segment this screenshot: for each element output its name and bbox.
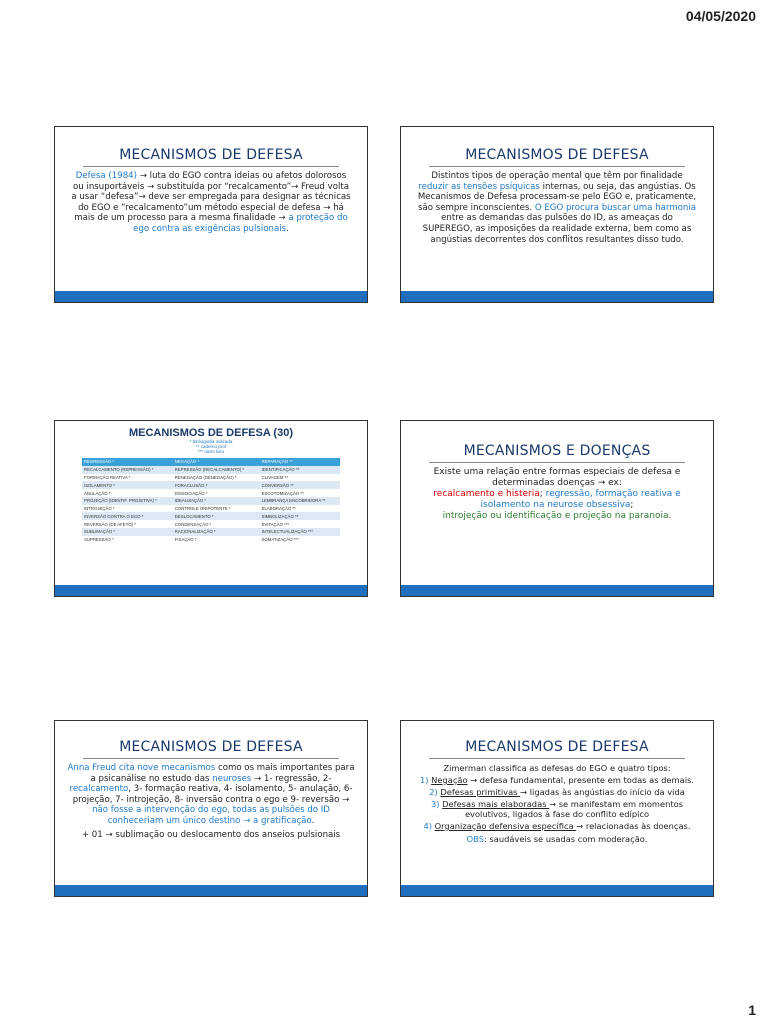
table-cell: FORACLUSÃO * bbox=[173, 481, 260, 489]
table-cell: INVERSÃO CONTRA O EGO * bbox=[82, 512, 173, 520]
text-run: . bbox=[311, 815, 315, 826]
table-cell: RACIONALIZAÇÃO * bbox=[173, 528, 260, 536]
slide-body bbox=[401, 763, 713, 844]
obs-line bbox=[413, 834, 701, 844]
table-cell: IDEALIZAÇÃO * bbox=[173, 497, 260, 505]
list-item bbox=[413, 799, 701, 819]
text-run: ; bbox=[630, 500, 634, 510]
slide-title: MECANISMOS DE DEFESA bbox=[119, 739, 303, 755]
column-header: REPARAÇÃO ** bbox=[260, 458, 340, 466]
footnote: * bibliografia indicada bbox=[189, 439, 233, 444]
slide-title: MECANISMOS E DOENÇAS bbox=[463, 443, 651, 459]
table-row bbox=[82, 489, 340, 497]
column-header: REGRESSÃO * bbox=[82, 458, 173, 466]
list-number: 4) bbox=[423, 821, 435, 831]
footnote: *** outro livro bbox=[197, 449, 225, 454]
slide-footer-bar bbox=[401, 885, 713, 896]
title-divider bbox=[83, 758, 339, 759]
text-run: Existe uma relação entre formas especiais de defesa e determinadas doenças → ex: bbox=[433, 467, 681, 488]
table-cell: CONTROLE ONIPOTENTE * bbox=[173, 505, 260, 513]
table-cell: RECALCAMENTO (REPRESSÃO) * bbox=[82, 466, 173, 474]
table-cell: LEMBRANÇA ENCOBRIDORA ** bbox=[260, 497, 340, 505]
list-item bbox=[413, 821, 701, 831]
slide-title: MECANISMOS DE DEFESA bbox=[119, 147, 303, 163]
text-run: → se manifestam em momentos evolutivos, ligados à fase do conflito edípico bbox=[464, 799, 683, 819]
slide-4 bbox=[400, 420, 714, 597]
text-run: neuroses bbox=[212, 773, 252, 784]
slide-footer-bar bbox=[55, 291, 367, 302]
table-cell: DESLOCAMENTO * bbox=[173, 512, 260, 520]
table-row bbox=[82, 481, 340, 489]
text-run: , 3- formação reativa, 4- isolamento, 5- anulação, 6- projeção, 7- introjeção, 8- inversão contra o ego e 9- reversão → bbox=[72, 784, 353, 805]
footnote-legend bbox=[55, 439, 367, 454]
text-run: entre as demandas das pulsões do ID, as ameaças do SUPEREGO, as imposições da realidade externa, bem como as angústias decorrentes dos conflitos resultantes disso tudo. bbox=[422, 213, 692, 245]
slide-body bbox=[401, 171, 713, 245]
table-cell: PROJEÇÃO (IDENTIF. PROJETIVA) * bbox=[82, 497, 173, 505]
text-run: . bbox=[668, 511, 672, 521]
footnote: ** caderno prof bbox=[195, 444, 227, 449]
slide-title: MECANISMOS DE DEFESA (30) bbox=[128, 427, 293, 439]
slide-6 bbox=[400, 720, 714, 897]
text-run: OBS bbox=[466, 834, 484, 844]
table-cell: ANULAÇÃO * bbox=[82, 489, 173, 497]
slide-body bbox=[55, 171, 367, 235]
text-run: . bbox=[286, 223, 289, 234]
text-run: : saudáveis se usadas com moderação. bbox=[483, 834, 648, 844]
table-row bbox=[82, 512, 340, 520]
table-cell: FIXAÇÃO * bbox=[173, 536, 260, 544]
text-run: reduzir as tensões psíquicas bbox=[418, 181, 540, 192]
table-cell: INTELECTUALIZAÇÃO *** bbox=[260, 528, 340, 536]
slide-footer-bar bbox=[401, 291, 713, 302]
slide-2 bbox=[400, 126, 714, 303]
text-run: Negação bbox=[431, 775, 468, 785]
column-header: NEGAÇÃO * bbox=[173, 458, 260, 466]
slide-title: MECANISMOS DE DEFESA bbox=[465, 147, 649, 163]
table-cell: SOMATIZAÇÃO *** bbox=[260, 536, 340, 544]
title-divider bbox=[429, 758, 685, 759]
text-run: como os mais importantes para a psicanálise no estudo das bbox=[90, 763, 355, 784]
table-cell: REPRESSÃO (RECALCAMENTO) * bbox=[173, 466, 260, 474]
table-cell: SUBLIMAÇÃO * bbox=[82, 528, 173, 536]
title-divider bbox=[429, 462, 685, 463]
slide-body bbox=[401, 467, 713, 522]
table-row bbox=[82, 536, 340, 544]
text-run: Defesas primitivas bbox=[440, 787, 521, 797]
slide-footer-bar bbox=[55, 585, 367, 596]
date-header: 04/05/2020 bbox=[685, 8, 756, 24]
text-run: internas, ou seja, das angústias. Os Mecanismos de Defesa processam-se pelo EGO e, praticamente, são sempre inconscientes. bbox=[417, 181, 697, 213]
table-cell: FORMAÇÃO REATIVA * bbox=[82, 474, 173, 482]
table-cell: IDENTIFICAÇÃO ** bbox=[260, 466, 340, 474]
slide-3 bbox=[54, 420, 368, 597]
table-row bbox=[82, 505, 340, 513]
list-number: 3) bbox=[431, 799, 443, 809]
text-run: Distintos tipos de operação mental que têm por finalidade bbox=[431, 171, 683, 181]
table-cell: CLIVAGEM ** bbox=[260, 474, 340, 482]
text-run: Anna Freud cita nove mecanismos bbox=[67, 763, 216, 773]
text-run: ; bbox=[539, 489, 546, 499]
table-row bbox=[82, 474, 340, 482]
text-run: a proteção do ego contra as exigências pulsionais bbox=[133, 213, 348, 234]
list-item bbox=[413, 787, 701, 797]
mechanisms-table bbox=[82, 458, 340, 544]
table-row bbox=[82, 497, 340, 505]
slide-5 bbox=[54, 720, 368, 897]
slide-title: MECANISMOS DE DEFESA bbox=[465, 739, 649, 755]
text-run: recalcamento bbox=[69, 784, 129, 795]
table-row bbox=[82, 466, 340, 474]
table-cell: CONDENSAÇÃO * bbox=[173, 520, 260, 528]
text-run: O EGO procura buscar uma harmonia bbox=[534, 202, 696, 213]
text-run: → defesa fundamental, presente em todas as demais. bbox=[467, 775, 694, 785]
table-cell: REVERSÃO (DE AFETO) * bbox=[82, 520, 173, 528]
slide-body bbox=[55, 763, 367, 840]
list-number: 1) bbox=[420, 775, 432, 785]
table-row bbox=[82, 528, 340, 536]
text-run: introjeção ou identificação e projeção na paranoia bbox=[442, 511, 669, 521]
intro-line: Zimerman classifica as defesas do EGO e quatro tipos: bbox=[443, 763, 671, 773]
text-run: → relacionadas às doenças. bbox=[576, 821, 691, 831]
text-line: + 01 → sublimação ou deslocamento dos anseios pulsionais bbox=[81, 829, 341, 840]
table-cell: INTROJEÇÃO * bbox=[82, 505, 173, 513]
slide-1 bbox=[54, 126, 368, 303]
text-run: não fosse a intervenção do ego, todas as pulsões do ID conheceriam um único destino → a gratificação bbox=[92, 805, 330, 826]
text-run: Defesa (1984) bbox=[75, 171, 138, 181]
table-cell: SIMBOLIZAÇÃO ** bbox=[260, 512, 340, 520]
text-run: recalcamento e histeria bbox=[433, 489, 540, 499]
text-run: Organização defensiva específica bbox=[434, 821, 577, 831]
text-run: Defesas mais elaboradas bbox=[442, 799, 550, 809]
slide-footer-bar bbox=[55, 885, 367, 896]
table-cell: DISSOCIAÇÃO * bbox=[173, 489, 260, 497]
table-cell: EVITAÇÃO *** bbox=[260, 520, 340, 528]
title-divider bbox=[83, 166, 339, 167]
table-cell: ELABORAÇÃO ** bbox=[260, 505, 340, 513]
list-item bbox=[413, 775, 701, 785]
table-cell: CONVERSÃO ** bbox=[260, 481, 340, 489]
text-run: → luta do EGO contra ideias ou afetos dolorosos ou insuportáveis → substituída por “recalcamento”→ Freud volta a usar “defesa”→ deve ser empregada para designar as técnicas do EGO e “recalcamento”um método especial de defesa → há mais de um processo para a mesma finalidade → bbox=[71, 171, 351, 224]
text-run: regressão, formação reativa e isolamento na neurose obsessiva bbox=[480, 489, 681, 510]
text-run: → ligadas às angústias do início da vida bbox=[520, 787, 685, 797]
title-divider bbox=[429, 166, 685, 167]
table-cell: ISOLAMENTO * bbox=[82, 481, 173, 489]
table-header-row bbox=[82, 458, 340, 466]
table-row bbox=[82, 520, 340, 528]
text-run: → 1- regressão, 2- bbox=[251, 773, 332, 784]
table-cell: SUPRESSÃO * bbox=[82, 536, 173, 544]
list-number: 2) bbox=[429, 787, 441, 797]
slide-footer-bar bbox=[401, 585, 713, 596]
table-cell: RENEGAÇÃO (DENEGAÇÃO) * bbox=[173, 474, 260, 482]
table-cell: ESCOTOMIZAÇÃO ** bbox=[260, 489, 340, 497]
page-number: 1 bbox=[748, 1002, 756, 1018]
